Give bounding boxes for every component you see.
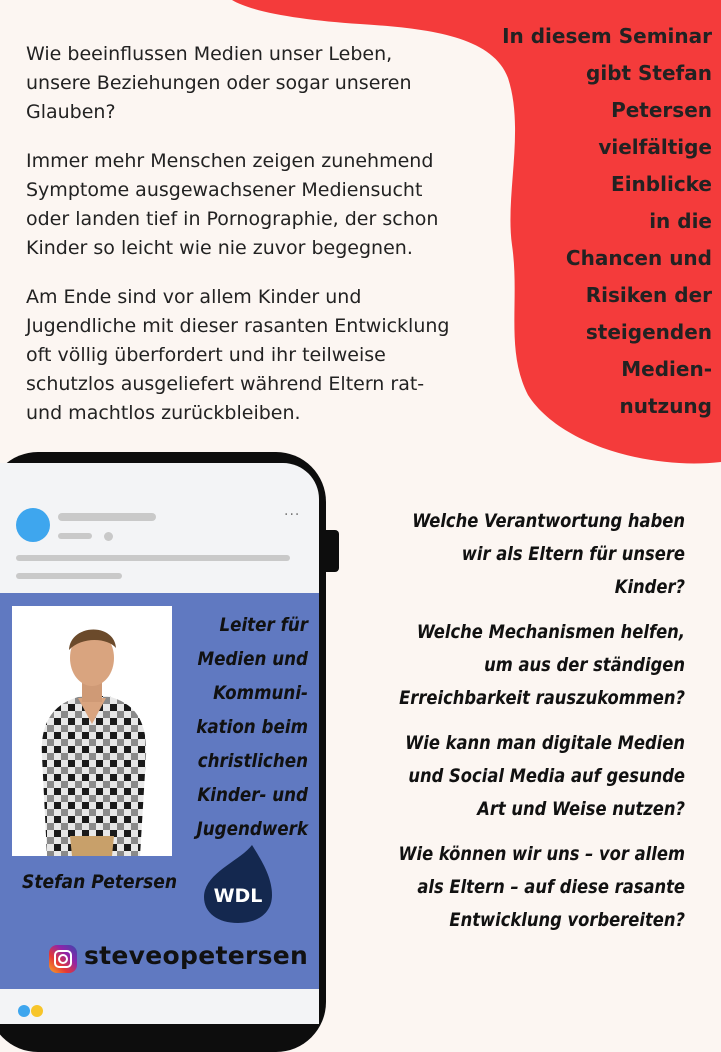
question-3: Wie kann man digitale Medien und Social Media auf gesunde Art und Weise nutzen? bbox=[405, 732, 685, 820]
speaker-name: Stefan Petersen bbox=[22, 871, 178, 893]
wdl-logo-text: WDL bbox=[213, 885, 263, 907]
profile-photo bbox=[12, 606, 172, 856]
profile-bio: Leiter für Medien und Kommuni- kation beim christlichen Kinder- und Jugendwerk bbox=[196, 614, 308, 840]
phone-side-button bbox=[325, 530, 339, 572]
seminar-promo-text: In diesem Seminar gibt Stefan Petersen vielfältige Einblicke in die Chancen und Risiken der steigenden Medien- nutzung bbox=[502, 24, 712, 418]
indicator-dot-blue bbox=[18, 1005, 30, 1017]
wdl-logo bbox=[202, 843, 274, 925]
question-4: Wie können wir uns – vor allem als Eltern – auf diese rasante Entwicklung vorbereiten? bbox=[398, 843, 685, 931]
post-name-placeholder bbox=[58, 513, 156, 521]
post-avatar bbox=[16, 508, 50, 542]
intro-paragraph-2: Immer mehr Menschen zeigen zunehmend Symptome ausgewachsener Mediensucht oder landen tief in Pornographie, der schon Kinder so leicht wie nie zuvor begegnen. bbox=[26, 150, 439, 259]
post-text-placeholder-2 bbox=[16, 573, 122, 579]
questions-list bbox=[340, 505, 685, 949]
post-meta-placeholder bbox=[58, 533, 92, 539]
question-2: Welche Mechanismen helfen, um aus der ständigen Erreichbarkeit rauszukommen? bbox=[399, 621, 685, 709]
intro-paragraph-1: Wie beeinflussen Medien unser Leben, unsere Beziehungen oder sogar unseren Glauben? bbox=[26, 43, 412, 123]
instagram-icon[interactable] bbox=[49, 945, 77, 973]
instagram-handle[interactable]: steveopetersen bbox=[84, 941, 309, 970]
indicator-dot-yellow bbox=[31, 1005, 43, 1017]
more-dots-icon[interactable]: ··· bbox=[284, 507, 301, 523]
post-text-placeholder-1 bbox=[16, 555, 290, 561]
question-1: Welche Verantwortung haben wir als Eltern für unsere Kinder? bbox=[412, 510, 685, 598]
post-meta-dot bbox=[104, 532, 113, 541]
intro-paragraph-3: Am Ende sind vor allem Kinder und Jugendliche mit dieser rasanten Entwicklung oft völlig überfordert und ihr teilweise schutzlos ausgeliefert während Eltern rat- und machtlos zurückbleiben. bbox=[26, 286, 450, 424]
phone-screen bbox=[0, 463, 319, 1024]
